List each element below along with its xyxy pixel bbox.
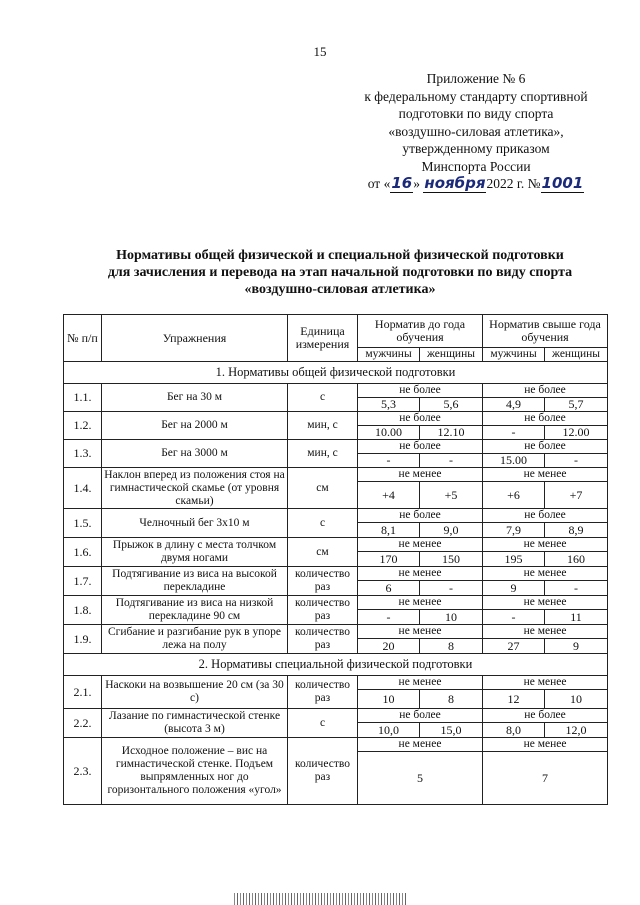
row-number: 2.2.: [64, 709, 102, 738]
title-line: для зачисления и перевода на этап начальной подготовки по виду спорта: [107, 265, 573, 280]
norm-value: 10,0: [358, 723, 420, 738]
norm-value: 12.10: [420, 426, 483, 440]
norm-value: 6: [358, 581, 420, 596]
norm-value: +5: [420, 482, 483, 509]
norm-value: +7: [545, 482, 608, 509]
date-mid: »: [413, 176, 420, 191]
norm-value: 150: [420, 552, 483, 567]
table-body: [64, 315, 608, 805]
table-row: [64, 384, 608, 398]
norm-limit: не менее: [483, 567, 608, 581]
row-number: 1.2.: [64, 412, 102, 440]
norm-value: -: [358, 610, 420, 625]
norm-limit: не менее: [483, 538, 608, 552]
norm-limit: не более: [358, 412, 483, 426]
header-men: мужчины: [358, 347, 420, 361]
norm-limit: не менее: [358, 625, 483, 639]
norm-value: 160: [545, 552, 608, 567]
appendix-line: подготовки по виду спорта: [398, 106, 554, 121]
norm-limit: не менее: [358, 567, 483, 581]
appendix-line: «воздушно-силовая атлетика»,: [388, 123, 564, 139]
norm-value: 20: [358, 639, 420, 654]
row-number: 2.3.: [64, 738, 102, 805]
table-row: [64, 567, 608, 581]
exercise-name: Подтягивание из виса на высокой перекладине: [102, 567, 288, 596]
norm-limit: не менее: [483, 738, 608, 752]
norm-value: 15.00: [483, 454, 545, 468]
norm-value: 8: [420, 690, 483, 709]
exercise-name: Подтягивание из виса на низкой перекладине 90 см: [102, 596, 288, 625]
appendix-line: к федеральному стандарту спортивной: [364, 88, 588, 104]
unit-of-measure: количество раз: [288, 596, 358, 625]
norm-value: 4,9: [483, 398, 545, 412]
title-line: Нормативы общей физической и специальной физической подготовки: [116, 248, 564, 263]
document-title: [60, 247, 620, 298]
header-num: № п/п: [64, 315, 102, 362]
norm-value: -: [483, 426, 545, 440]
unit-of-measure: мин, с: [288, 412, 358, 440]
norm-limit: не менее: [358, 738, 483, 752]
page-number: 15: [313, 44, 327, 59]
row-number: 1.9.: [64, 625, 102, 654]
norm-value: 10: [420, 610, 483, 625]
header-exercise: Упражнения: [102, 315, 288, 362]
norm-limit: не менее: [358, 538, 483, 552]
section-title: 2. Нормативы специальной физической подготовки: [64, 654, 608, 676]
norm-limit: не более: [483, 384, 608, 398]
norm-value: 5,7: [545, 398, 608, 412]
unit-of-measure: см: [288, 538, 358, 567]
exercise-name: Бег на 2000 м: [102, 412, 288, 440]
header-group-2: Норматив свыше года обучения: [483, 315, 608, 348]
appendix-line: утвержденному приказом: [402, 141, 550, 156]
row-number: 1.6.: [64, 538, 102, 567]
norm-value: 12.00: [545, 426, 608, 440]
norm-limit: не менее: [358, 596, 483, 610]
exercise-name: Сгибание и разгибание рук в упоре лежа на полу: [102, 625, 288, 654]
unit-of-measure: мин, с: [288, 440, 358, 468]
exercise-name: Наклон вперед из положения стоя на гимнастической скамье (от уровня скамьи): [102, 468, 288, 509]
norms-table: [63, 314, 608, 805]
row-number: 1.8.: [64, 596, 102, 625]
date-month-handwritten: ноября: [424, 174, 486, 192]
table-row: [64, 538, 608, 552]
table-row: [64, 709, 608, 723]
norm-value: 5,6: [420, 398, 483, 412]
norm-value: +6: [483, 482, 545, 509]
norm-value: 12: [483, 690, 545, 709]
norm-value: -: [483, 610, 545, 625]
exercise-name: Челночный бег 3х10 м: [102, 509, 288, 538]
norm-limit: не менее: [483, 468, 608, 482]
norm-limit: не более: [358, 384, 483, 398]
table-row: [64, 676, 608, 690]
exercise-name: Лазание по гимнастической стенке (высота 3 м): [102, 709, 288, 738]
exercise-name: Прыжок в длину с места толчком двумя ногами: [102, 538, 288, 567]
unit-of-measure: с: [288, 709, 358, 738]
norm-value: 11: [545, 610, 608, 625]
norm-value: 8,1: [358, 523, 420, 538]
norm-value: 8,9: [545, 523, 608, 538]
norm-limit: не более: [483, 709, 608, 723]
norm-value: -: [420, 454, 483, 468]
norm-limit: не более: [483, 440, 608, 454]
norm-value: 10: [358, 690, 420, 709]
header-women: женщины: [545, 347, 608, 361]
norm-limit: не менее: [483, 596, 608, 610]
norm-value: 8: [420, 639, 483, 654]
norm-value: 12,0: [545, 723, 608, 738]
header-men: мужчины: [483, 347, 545, 361]
norm-value: 9,0: [420, 523, 483, 538]
exercise-name: Бег на 3000 м: [102, 440, 288, 468]
norm-limit: не менее: [483, 676, 608, 690]
norm-value: 10: [545, 690, 608, 709]
norm-limit: не более: [483, 412, 608, 426]
norm-value: -: [420, 581, 483, 596]
unit-of-measure: с: [288, 384, 358, 412]
table-row: [64, 596, 608, 610]
date-prefix: от «: [367, 176, 391, 191]
unit-of-measure: количество раз: [288, 676, 358, 709]
norm-value: 5: [358, 752, 483, 805]
norm-value: -: [358, 454, 420, 468]
date-day-handwritten: 16: [391, 174, 413, 192]
row-number: 1.5.: [64, 509, 102, 538]
norm-value: 10.00: [358, 426, 420, 440]
norm-limit: не более: [358, 440, 483, 454]
unit-of-measure: количество раз: [288, 567, 358, 596]
row-number: 1.4.: [64, 468, 102, 509]
table-row: [64, 440, 608, 454]
norm-value: 170: [358, 552, 420, 567]
norm-value: 9: [483, 581, 545, 596]
date-year: 2022 г. №: [486, 176, 541, 191]
appendix-line: Приложение № 6: [426, 71, 526, 86]
table-row: [64, 468, 608, 482]
header-unit: Единица измерения: [288, 315, 358, 362]
unit-of-measure: с: [288, 509, 358, 538]
table-row: [64, 509, 608, 523]
norm-value: 27: [483, 639, 545, 654]
norm-value: 9: [545, 639, 608, 654]
row-number: 2.1.: [64, 676, 102, 709]
norm-limit: не менее: [358, 676, 483, 690]
norm-value: 8,0: [483, 723, 545, 738]
norm-value: 195: [483, 552, 545, 567]
norm-limit: не менее: [483, 625, 608, 639]
table-row: [64, 625, 608, 639]
norm-value: -: [545, 581, 608, 596]
norm-value: +4: [358, 482, 420, 509]
norm-limit: не более: [358, 709, 483, 723]
norm-value: 7,9: [483, 523, 545, 538]
header-group-1: Норматив до года обучения: [358, 315, 483, 348]
electronic-stamp-strip: [234, 893, 406, 905]
exercise-name: Исходное положение – вис на гимнастической стенке. Подъем выпрямленных ног до горизонтального положения «угол»: [102, 738, 288, 805]
unit-of-measure: количество раз: [288, 625, 358, 654]
norm-value: 5,3: [358, 398, 420, 412]
header-women: женщины: [420, 347, 483, 361]
unit-of-measure: см: [288, 468, 358, 509]
section-title: 1. Нормативы общей физической подготовки: [64, 362, 608, 384]
order-number-handwritten: 1001: [541, 174, 584, 192]
norm-value: 15,0: [420, 723, 483, 738]
appendix-header: [346, 70, 606, 193]
norm-value: -: [545, 454, 608, 468]
norm-value: 7: [483, 752, 608, 805]
norm-limit: не менее: [358, 468, 483, 482]
unit-of-measure: количество раз: [288, 738, 358, 805]
title-line: «воздушно-силовая атлетика»: [244, 282, 436, 297]
exercise-name: Бег на 30 м: [102, 384, 288, 412]
row-number: 1.1.: [64, 384, 102, 412]
table-row: [64, 412, 608, 426]
row-number: 1.3.: [64, 440, 102, 468]
appendix-date-line: [346, 175, 606, 193]
norm-limit: не более: [483, 509, 608, 523]
row-number: 1.7.: [64, 567, 102, 596]
norm-limit: не более: [358, 509, 483, 523]
exercise-name: Наскоки на возвышение 20 см (за 30 с): [102, 676, 288, 709]
appendix-line: Минспорта России: [421, 158, 531, 174]
table-row: [64, 738, 608, 752]
